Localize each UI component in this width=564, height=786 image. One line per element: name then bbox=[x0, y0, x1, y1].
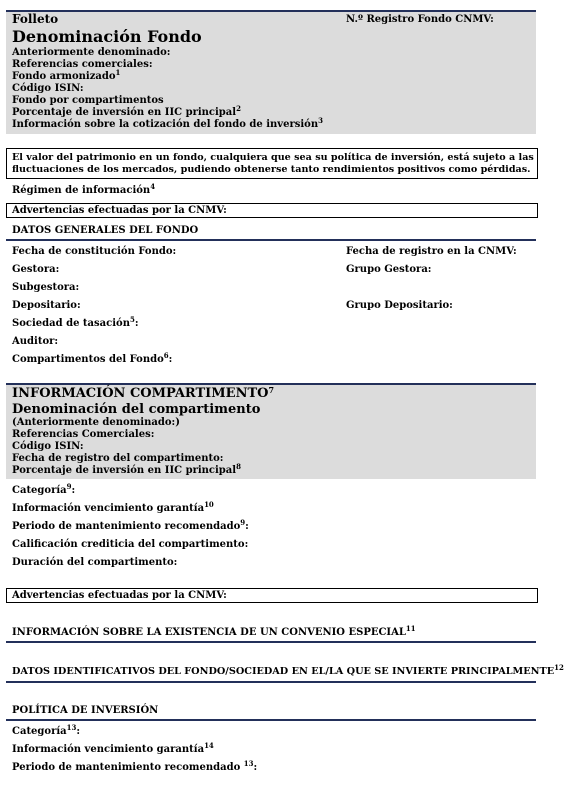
compartimento-title: INFORMACIÓN COMPARTIMENTO$^7$ bbox=[12, 385, 275, 401]
politica-fields bbox=[12, 723, 258, 780]
field-label: Depositario: bbox=[12, 300, 81, 311]
datos-generales-left bbox=[12, 246, 176, 372]
header-line: Referencias comerciales: bbox=[12, 59, 153, 70]
field-label: Fecha de constitución Fondo: bbox=[12, 246, 177, 257]
section-rule bbox=[6, 719, 536, 721]
compartimento-fields bbox=[12, 482, 249, 575]
section-rule bbox=[6, 641, 536, 643]
datos-generales-right bbox=[346, 246, 517, 318]
field-label: Calificación crediticia del compartimento: bbox=[12, 539, 249, 550]
field-label: Subgestora: bbox=[12, 282, 80, 293]
advertencias-box bbox=[6, 203, 538, 218]
field-label: Sociedad de tasación$^5$: bbox=[12, 315, 139, 329]
compartimento-denominacion: Denominación del compartimento bbox=[12, 402, 261, 417]
compartimento-line: Código ISIN: bbox=[12, 441, 84, 452]
advertencias-box-2 bbox=[6, 588, 538, 603]
field-label: Fecha de registro en la CNMV: bbox=[346, 246, 517, 257]
field-label: Duración del compartimento: bbox=[12, 557, 178, 568]
compartimento-lines bbox=[12, 417, 241, 477]
field-label bbox=[346, 282, 517, 300]
compartimento-line: Fecha de registro del compartimento: bbox=[12, 453, 224, 464]
field-label: Información vencimiento garantía$^{14}$ bbox=[12, 741, 214, 755]
advertencias-label: Advertencias efectuadas por la CNMV: bbox=[12, 590, 227, 601]
header-line: Porcentaje de inversión en IIC principal$^2$ bbox=[12, 104, 241, 118]
politica-title: POLÍTICA DE INVERSIÓN bbox=[12, 705, 159, 716]
field-label: Categoría$^9$: bbox=[12, 482, 76, 496]
field-label: Categoría$^{13}$: bbox=[12, 723, 81, 737]
section-rule bbox=[6, 681, 536, 683]
section-rule bbox=[6, 239, 536, 241]
risk-warning-line: El valor del patrimonio en un fondo, cualquiera que sea su política de inversión, está sujeto a las bbox=[12, 152, 534, 163]
compartimento-line: Referencias Comerciales: bbox=[12, 429, 155, 440]
header-line: Fondo por compartimentos bbox=[12, 95, 164, 106]
field-label: Periodo de mantenimiento recomendado $^{13}$: bbox=[12, 759, 258, 773]
field-label: Auditor: bbox=[12, 336, 59, 347]
field-label: Grupo Depositario: bbox=[346, 300, 453, 311]
compartimento-line: Porcentaje de inversión en IIC principal$^8$ bbox=[12, 462, 241, 476]
field-label: Información vencimiento garantía$^{10}$ bbox=[12, 500, 214, 514]
risk-warning-line: fluctuaciones de los mercados, pudiendo obtenerse tanto rendimientos positivos como pérdidas. bbox=[12, 164, 531, 175]
header-line: Fondo armonizado$^1$ bbox=[12, 68, 121, 82]
field-label: Gestora: bbox=[12, 264, 60, 275]
field-label: Compartimentos del Fondo$^6$: bbox=[12, 351, 173, 365]
identificativos-title: DATOS IDENTIFICATIVOS DEL FONDO/SOCIEDAD EN EL/LA QUE SE INVIERTE PRINCIPALMENTE$^{12}$ bbox=[12, 663, 564, 677]
field-label: Periodo de mantenimiento recomendado$^9$: bbox=[12, 518, 249, 532]
compartimento-line: (Anteriormente denominado:) bbox=[12, 417, 180, 428]
folleto-label: Folleto bbox=[12, 12, 59, 26]
field-label: Grupo Gestora: bbox=[346, 264, 432, 275]
header-line: Código ISIN: bbox=[12, 83, 84, 94]
denominacion-fondo: Denominación Fondo bbox=[12, 27, 202, 46]
advertencias-label: Advertencias efectuadas por la CNMV: bbox=[12, 205, 227, 216]
risk-warning-box bbox=[6, 148, 538, 179]
convenio-title: INFORMACIÓN SOBRE LA EXISTENCIA DE UN CONVENIO ESPECIAL$^{11}$ bbox=[12, 624, 416, 638]
datos-generales-title: DATOS GENERALES DEL FONDO bbox=[12, 225, 199, 236]
header-line: Anteriormente denominado: bbox=[12, 47, 171, 58]
registro-label: N.º Registro Fondo CNMV: bbox=[346, 14, 494, 25]
regimen-informacion: Régimen de información$^4$ bbox=[12, 182, 156, 196]
header-line: Información sobre la cotización del fondo de inversión$^3$ bbox=[12, 116, 323, 130]
header-lines bbox=[12, 47, 323, 131]
